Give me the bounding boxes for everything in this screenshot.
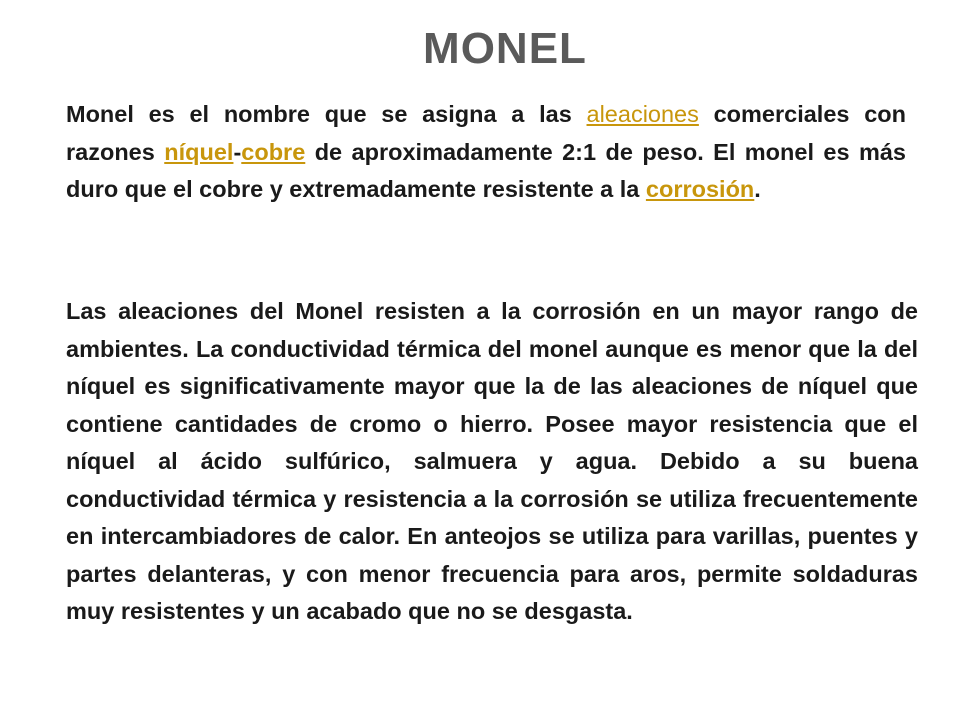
link-separator: - — [233, 138, 242, 165]
paragraph-properties: Las aleaciones del Monel resisten a la corrosión en un mayor rango de ambientes. La conductividad térmica del monel aunque es menor que la del níquel es significativamente mayor que la de las aleaciones de níquel que contiene cantidades de cromo o hierro. Posee mayor resistencia que el níquel al ácido sulfúrico, salmuera y agua. Debido a su buena conductividad térmica y resistencia a la corrosión se utiliza frecuentemente en intercambiadores de calor. En anteojos se utiliza para varillas, puentes y partes delanteras, y con menor frecuencia para aros, permite soldaduras muy resistentes y un acabado que no se desgasta. — [66, 298, 918, 624]
link-aleaciones[interactable]: aleaciones — [586, 101, 699, 127]
link-cobre[interactable]: cobre — [241, 138, 306, 165]
link-niquel[interactable]: níquel — [164, 138, 234, 165]
paragraph-intro-text-2: comerciales con razones — [66, 101, 906, 165]
paragraph-intro-text-3: de aproximadamente 2:1 de peso. El monel es más duro que el cobre y extremadamente resistente a la — [66, 138, 906, 202]
paragraph-intro-text-4: . — [754, 176, 761, 202]
paragraph-intro — [66, 96, 906, 209]
paragraph-intro-text-1: Monel es el nombre que se asigna a las — [66, 101, 587, 127]
link-corrosion[interactable]: corrosión — [645, 176, 755, 202]
slide-title: MONEL — [423, 24, 587, 73]
